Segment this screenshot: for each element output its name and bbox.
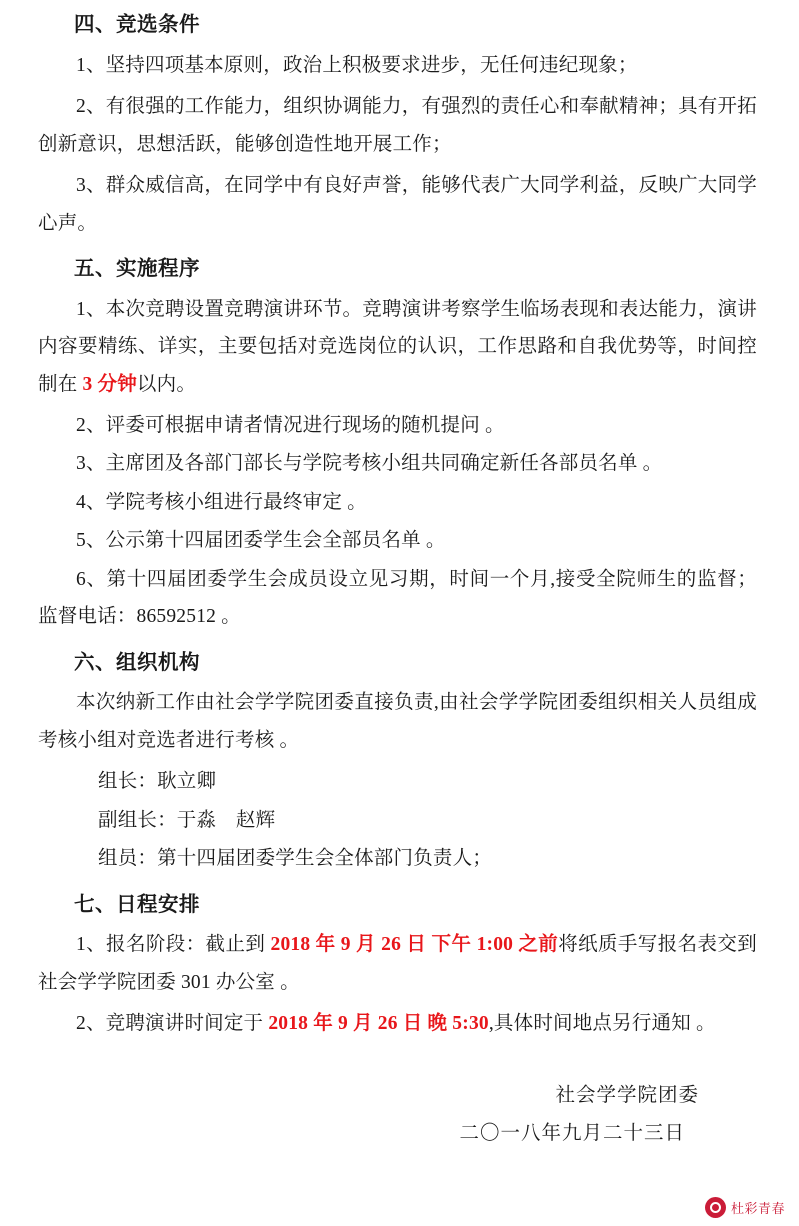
run-text: 2、竞聘演讲时间定于 bbox=[76, 1013, 269, 1035]
run-text: 1、报名阶段：截止到 bbox=[76, 934, 271, 956]
section-heading: 五、实施程序 bbox=[74, 257, 200, 280]
run-text: 3、群众威信高，在同学中有良好声誉，能够代表广大同学利益，反映广大同学心声。 bbox=[38, 175, 757, 234]
paragraph bbox=[38, 926, 757, 1001]
paragraph bbox=[38, 88, 757, 163]
paragraph bbox=[38, 840, 757, 877]
run-text: 组长：耿立卿 bbox=[98, 771, 217, 793]
paragraph bbox=[38, 291, 757, 403]
signature-block bbox=[38, 1077, 757, 1153]
section-heading: 六、组织机构 bbox=[74, 651, 200, 674]
run-highlight: 3 分钟 bbox=[82, 373, 137, 395]
run-text: 1、本次竞聘设置竞聘演讲环节。竞聘演讲考察学生临场表现和表达能力，演讲内容要精练、详实，主要包括对竞选岗位的认识，工作思路和自我优势等，时间控制在 bbox=[38, 298, 757, 395]
paragraph bbox=[38, 522, 757, 559]
watermark bbox=[705, 1197, 785, 1218]
section-heading: 四、竞选条件 bbox=[74, 14, 200, 36]
paragraph bbox=[38, 407, 757, 444]
run-text: 5、公示第十四届团委学生会全部员名单 。 bbox=[76, 530, 446, 552]
paragraph bbox=[38, 802, 757, 839]
run-highlight: 2018 年 9 月 26 日 下午 1:00 之前 bbox=[270, 934, 559, 956]
paragraph bbox=[38, 1005, 757, 1042]
run-text: 2、评委可根据申请者情况进行现场的随机提问 。 bbox=[76, 415, 505, 436]
circle-logo-icon bbox=[705, 1197, 726, 1218]
run-text: ,具体时间地点另行通知 。 bbox=[488, 1013, 716, 1035]
run-highlight: 2018 年 9 月 26 日 晚 5:30 bbox=[268, 1013, 489, 1035]
run-text: 副组长：于淼 赵辉 bbox=[98, 809, 276, 831]
run-text: 1、坚持四项基本原则，政治上积极要求进步，无任何违纪现象； bbox=[76, 54, 638, 76]
paragraph bbox=[38, 561, 757, 636]
run-text: 将纸质手写报名表交到社会学学院团委 301 办公室 。 bbox=[38, 934, 757, 993]
paragraph bbox=[38, 763, 757, 800]
paragraph bbox=[38, 445, 757, 482]
watermark-label: 杜彩青春 bbox=[730, 1201, 785, 1216]
paragraph bbox=[38, 684, 757, 759]
run-text: 4、学院考核小组进行最终审定 。 bbox=[76, 491, 367, 513]
signature-organization: 社会学学院团委 bbox=[555, 1084, 699, 1106]
section-heading: 七、日程安排 bbox=[74, 893, 200, 916]
paragraph bbox=[38, 47, 757, 84]
signature-date: 二〇一八年九月二十三日 bbox=[459, 1122, 685, 1144]
run-text: 组员：第十四届团委学生会全体部门负责人； bbox=[98, 848, 493, 870]
paragraph bbox=[38, 484, 757, 521]
run-text: 本次纳新工作由社会学学院团委直接负责,由社会学学院团委组织相关人员组成考核小组对竞选者进行考核 。 bbox=[38, 692, 757, 751]
run-text: 2、有很强的工作能力，组织协调能力，有强烈的责任心和奉献精神；具有开拓创新意识，思想活跃，能够创造性地开展工作； bbox=[38, 96, 757, 155]
run-text: 以内。 bbox=[136, 373, 197, 395]
run-text: 6、第十四届团委学生会成员设立见习期，时间一个月,接受全院师生的监督；监督电话：86592512 。 bbox=[38, 568, 757, 628]
paragraph bbox=[38, 167, 757, 242]
run-text: 3、主席团及各部门部长与学院考核小组共同确定新任各部员名单 。 bbox=[76, 453, 663, 475]
